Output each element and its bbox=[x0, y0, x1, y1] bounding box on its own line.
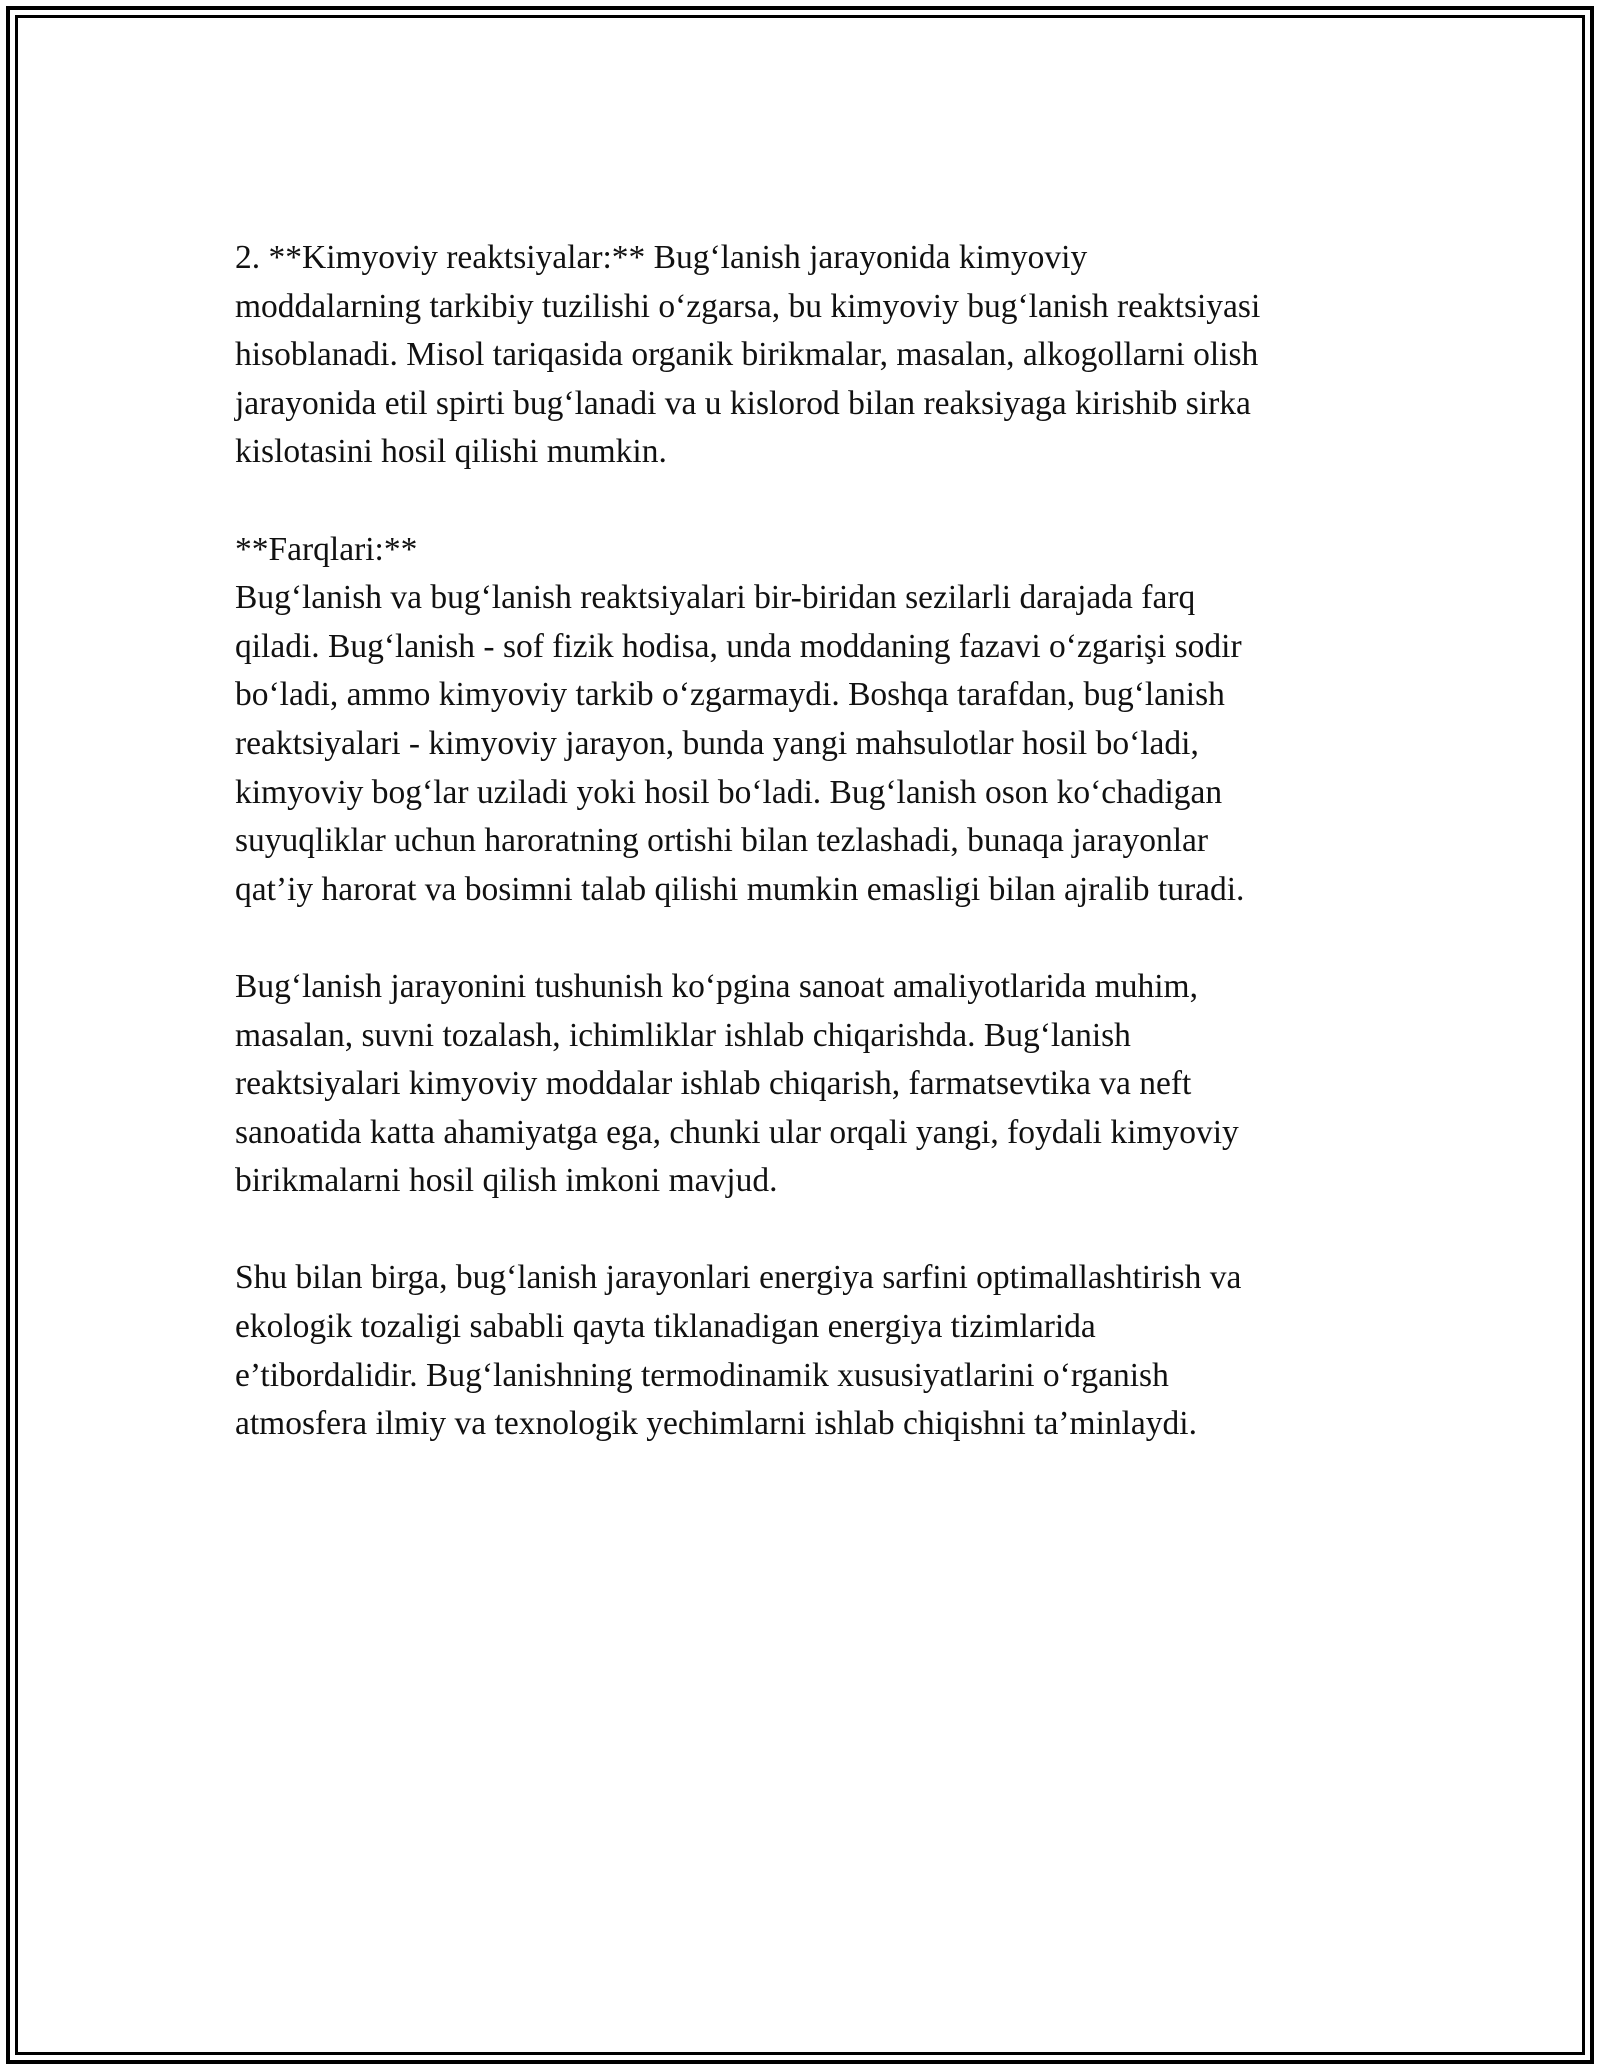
paragraph-energy-systems: Shu bilan birga, bug‘lanish jarayonlari energiya sarfini optimallashtirish va ekologik tozaligi sababli qayta tiklanadigan energiya tizimlarida e’tibordalidir. Bug‘lanishning termodinamik xususiyatlarini o‘rganish atmosfera ilmiy va texnologik yechimlarni ishlab chiqishni ta’minlaydi. bbox=[235, 1259, 1242, 1443]
paragraph-differences: Bug‘lanish va bug‘lanish reaktsiyalari bir-biridan sezilarli darajada farq qiladi. Bug‘lanish - sof fizik hodisa, unda moddaning fazavi o‘zgarişi sodir bo‘ladi, ammo kimyoviy tarkib o‘zgarmaydi. Boshqa tarafdan, bug‘lanish reaktsiyalari - kimyoviy jarayon, bunda yangi mahsulotlar hosil bo‘ladi, kimyoviy bog‘lar uziladi yoki hosil bo‘ladi. Bug‘lanish oson ko‘chadigan suyuqliklar uchun haroratning ortishi bilan tezlashadi, bunaqa jarayonlar qat’iy harorat va bosimni talab qilishi mumkin emasligi bilan ajralib turadi. bbox=[235, 579, 1245, 908]
paragraph-chemical-reactions: 2. **Kimyoviy reaktsiyalar:** Bug‘lanish jarayonida kimyoviy moddalarning tarkibiy tuzilishi o‘zgarsa, bu kimyoviy bug‘lanish reaktsiyasi hisoblanadi. Misol tariqasida organik birikmalar, masalan, alkogollarni olish jarayonida etil spirti bug‘lanadi va u kislorod bilan reaksiyaga kirishib sirka kislotasini hosil qilishi mumkin. bbox=[235, 239, 1261, 471]
paragraph-industrial-applications: Bug‘lanish jarayonini tushunish ko‘pgina sanoat amaliyotlarida muhim, masalan, suvni tozalash, ichimliklar ishlab chiqarishda. Bug‘lanish reaktsiyalari kimyoviy moddalar ishlab chiqarish, farmatsevtika va neft sanoatida katta ahamiyatga ega, chunki ular orqali yangi, foydali kimyoviy birikmalarni hosil qilish imkoni mavjud. bbox=[235, 967, 1239, 1200]
heading-differences: **Farqlari:** bbox=[235, 530, 418, 568]
document-body bbox=[235, 234, 1375, 1497]
